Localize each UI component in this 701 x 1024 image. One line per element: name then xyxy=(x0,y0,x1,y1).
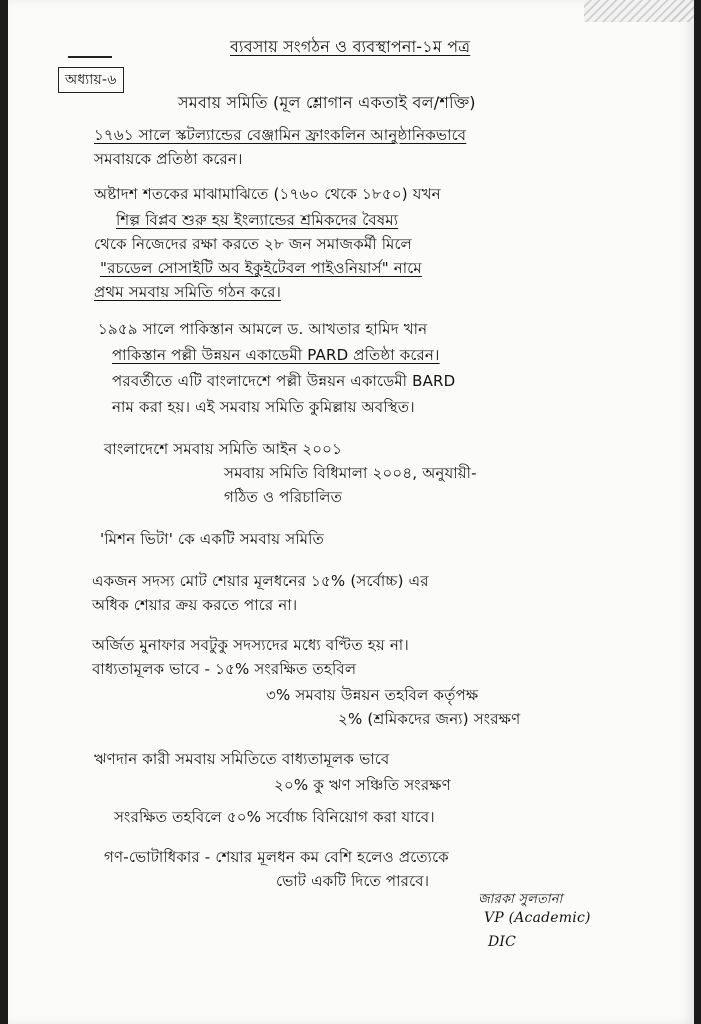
text-line: ২% (শ্রমিকদের জন্য) সংরক্ষণ xyxy=(338,710,521,728)
text-line: নাম করা হয়। এই সমবায় সমিতি কুমিল্লায় অবস্থিত। xyxy=(112,398,415,416)
text-line: বাংলাদেশে সমবায় সমিতি আইন ২০০১ xyxy=(104,440,343,458)
text-line: 'মিশন ভিটা' কে একটি সমবায় সমিতি xyxy=(100,530,324,548)
text-line: বাধ্যতামূলক ভাবে - ১৫% সংরক্ষিত তহবিল xyxy=(92,660,357,678)
text-line: শিল্প বিপ্লব শুরু হয় ইংল্যান্ডের শ্রমিকদের বৈষম্য xyxy=(116,211,399,229)
signature-org: DIC xyxy=(488,934,517,950)
paper-sheet xyxy=(8,0,694,1024)
text-line: একজন সদস্য মোট শেয়ার মূলধনের ১৫% (সর্বোচ্চ) এর xyxy=(92,572,429,590)
text-line: গঠিত ও পরিচালিত xyxy=(224,488,343,506)
text-line: প্রথম সমবায় সমিতি গঠন করে। xyxy=(94,283,282,301)
text-line: অর্জিত মুনাফার সবটুকু সদস্যদের মধ্যে বণ্টিত হয় না। xyxy=(92,636,409,654)
text-line: ২০% কু ঋণ সঞ্চিতি সংরক্ষণ xyxy=(274,776,451,794)
text-line: ঋণদান কারী সমবায় সমিতিতে বাধ্যতামূলক ভাবে xyxy=(94,750,390,768)
text-line: অষ্টাদশ শতকের মাঝামাঝিতে (১৭৬০ থেকে ১৮৫০) যখন xyxy=(94,185,441,203)
short-dash xyxy=(68,56,112,58)
text-line: অধিক শেয়ার ক্রয় করতে পারে না। xyxy=(92,596,298,614)
text-line: সমবায়কে প্রতিষ্ঠা করেন। xyxy=(94,150,243,168)
text-line: ৩% সমবায় উন্নয়ন তহবিল কর্তৃপক্ষ xyxy=(266,686,479,704)
text-line: ১৯৫৯ সালে পাকিস্তান আমলে ড. আখতার হামিদ খান xyxy=(98,320,428,338)
chapter-label: অধ্যায়-৬ xyxy=(58,67,124,93)
text-line: পাকিস্তান পল্লী উন্নয়ন একাডেমী PARD প্রতিষ্ঠা করেন। xyxy=(112,346,440,364)
text-line: ১৭৬১ সালে স্কটল্যান্ডের বেঞ্জামিন ফ্রাংকলিন আনুষ্ঠানিকভাবে xyxy=(94,126,467,144)
text-line: পরবর্তীতে এটি বাংলাদেশে পল্লী উন্নয়ন একাডেমী BARD xyxy=(112,372,456,390)
text-line: ভোট একটি দিতে পারবে। xyxy=(276,872,430,890)
text-line: সমবায় সমিতি বিধিমালা ২০০৪, অনুযায়ী- xyxy=(224,464,477,482)
folded-corner xyxy=(584,0,694,22)
text-line: "রচডেল সোসাইটি অব ইকুইটেবল পাইওনিয়ার্স" নামে xyxy=(100,259,422,277)
section-heading: সমবায় সমিতি (মূল শ্লোগান একতাই বল/শক্তি) xyxy=(178,93,476,112)
text-line: থেকে নিজেদের রক্ষা করতে ২৮ জন সমাজকর্মী মিলে xyxy=(94,235,412,253)
page-title: ব্যবসায় সংগঠন ও ব্যবস্থাপনা-১ম পত্র xyxy=(230,37,471,56)
signature-role: VP (Academic) xyxy=(484,910,591,926)
text-line: সংরক্ষিত তহবিলে ৫০% সর্বোচ্চ বিনিয়োগ করা যাবে। xyxy=(114,808,435,826)
signature-name: জারকা সুলতানা xyxy=(478,892,563,907)
text-line: গণ-ভোটাধিকার - শেয়ার মূলধন কম বেশি হলেও প্রত্যেকে xyxy=(104,848,449,866)
